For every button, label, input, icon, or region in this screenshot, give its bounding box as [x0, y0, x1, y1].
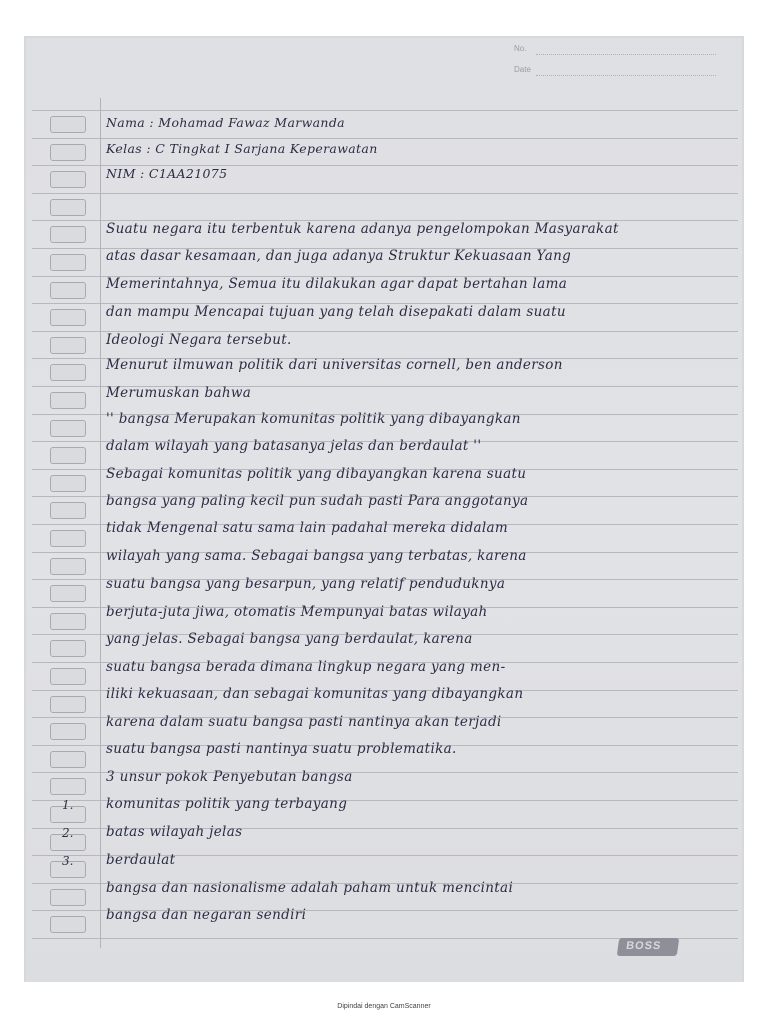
margin-box [50, 171, 86, 188]
margin-box [50, 364, 86, 381]
class-line: Kelas : C Tingkat I Sarjana Keperawatan [106, 141, 378, 156]
text-line: Menurut ilmuwan politik dari universitas cornell, ben anderson [106, 357, 563, 373]
text-line: Ideologi Negara tersebut. [106, 332, 292, 348]
nim-line: NIM : C1AA21075 [106, 166, 228, 181]
margin-box [50, 558, 86, 575]
text-line: suatu bangsa pasti nantinya suatu problematika. [106, 741, 457, 757]
text-line: suatu bangsa yang besarpun, yang relatif penduduknya [106, 576, 506, 592]
margin-box [50, 889, 86, 906]
margin-box [50, 254, 86, 271]
text-line: dan mampu Mencapai tujuan yang telah disepakati dalam suatu [106, 304, 566, 320]
margin-box [50, 613, 86, 630]
list-number-2: 2. [62, 826, 74, 840]
ruled-line [32, 138, 738, 139]
margin-box [50, 668, 86, 685]
notebook-brand-logo [617, 938, 680, 956]
ruled-line [32, 193, 738, 194]
text-line: bangsa yang paling kecil pun sudah pasti Para anggotanya [106, 493, 529, 509]
text-line: bangsa dan negaran sendiri [106, 907, 307, 923]
text-line: iliki kekuasaan, dan sebagai komunitas yang dibayangkan [106, 686, 524, 702]
scanned-photo [24, 36, 744, 982]
margin-rule [100, 98, 101, 948]
text-line: 3 unsur pokok Penyebutan bangsa [106, 769, 353, 785]
margin-box [50, 502, 86, 519]
margin-box [50, 696, 86, 713]
margin-box [50, 337, 86, 354]
margin-box [50, 778, 86, 795]
text-line: komunitas politik yang terbayang [106, 796, 348, 812]
margin-box [50, 116, 86, 133]
margin-box [50, 916, 86, 933]
margin-box [50, 309, 86, 326]
name-line: Nama : Mohamad Fawaz Marwanda [106, 115, 345, 130]
text-line: bangsa dan nasionalisme adalah paham untuk mencintai [106, 880, 514, 896]
margin-box [50, 723, 86, 740]
margin-box [50, 585, 86, 602]
text-line: karena dalam suatu bangsa pasti nantinya akan terjadi [106, 714, 502, 730]
text-line: Sebagai komunitas politik yang dibayangkan karena suatu [106, 466, 527, 482]
margin-box [50, 392, 86, 409]
text-line: Memerintahnya, Semua itu dilakukan agar dapat bertahan lama [106, 276, 568, 292]
text-line: Merumuskan bahwa [106, 385, 252, 401]
margin-box [50, 199, 86, 216]
margin-box [50, 144, 86, 161]
margin-box [50, 640, 86, 657]
date-label: Date [514, 65, 531, 74]
text-line: suatu bangsa berada dimana lingkup negara yang men- [106, 659, 506, 675]
margin-box [50, 282, 86, 299]
list-number-1: 1. [62, 798, 74, 812]
scanner-watermark: Dipindai dengan CamScanner [337, 1003, 431, 1010]
notebook-page [26, 38, 742, 982]
list-number-3: 3. [62, 854, 74, 868]
margin-box [50, 447, 86, 464]
text-line: batas wilayah jelas [106, 824, 243, 840]
margin-box [50, 530, 86, 547]
margin-box [50, 751, 86, 768]
margin-box [50, 420, 86, 437]
logo-text: BOSS [625, 940, 663, 952]
text-line: tidak Mengenal satu sama lain padahal mereka didalam [106, 520, 509, 536]
text-line: atas dasar kesamaan, dan juga adanya Struktur Kekuasaan Yang [106, 248, 572, 264]
text-line: yang jelas. Sebagai bangsa yang berdaulat, karena [106, 631, 473, 647]
no-label: No. [514, 44, 527, 53]
text-line: berdaulat [106, 852, 176, 868]
text-line: berjuta-juta jiwa, otomatis Mempunyai batas wilayah [106, 604, 488, 620]
margin-box [50, 226, 86, 243]
text-line: '' bangsa Merupakan komunitas politik yang dibayangkan [106, 411, 521, 427]
text-line: Suatu negara itu terbentuk karena adanya pengelompokan Masyarakat [106, 221, 619, 237]
text-line: wilayah yang sama. Sebagai bangsa yang terbatas, karena [106, 548, 527, 564]
text-line: dalam wilayah yang batasanya jelas dan berdaulat '' [106, 438, 482, 454]
margin-box [50, 475, 86, 492]
ruled-line [32, 110, 738, 111]
